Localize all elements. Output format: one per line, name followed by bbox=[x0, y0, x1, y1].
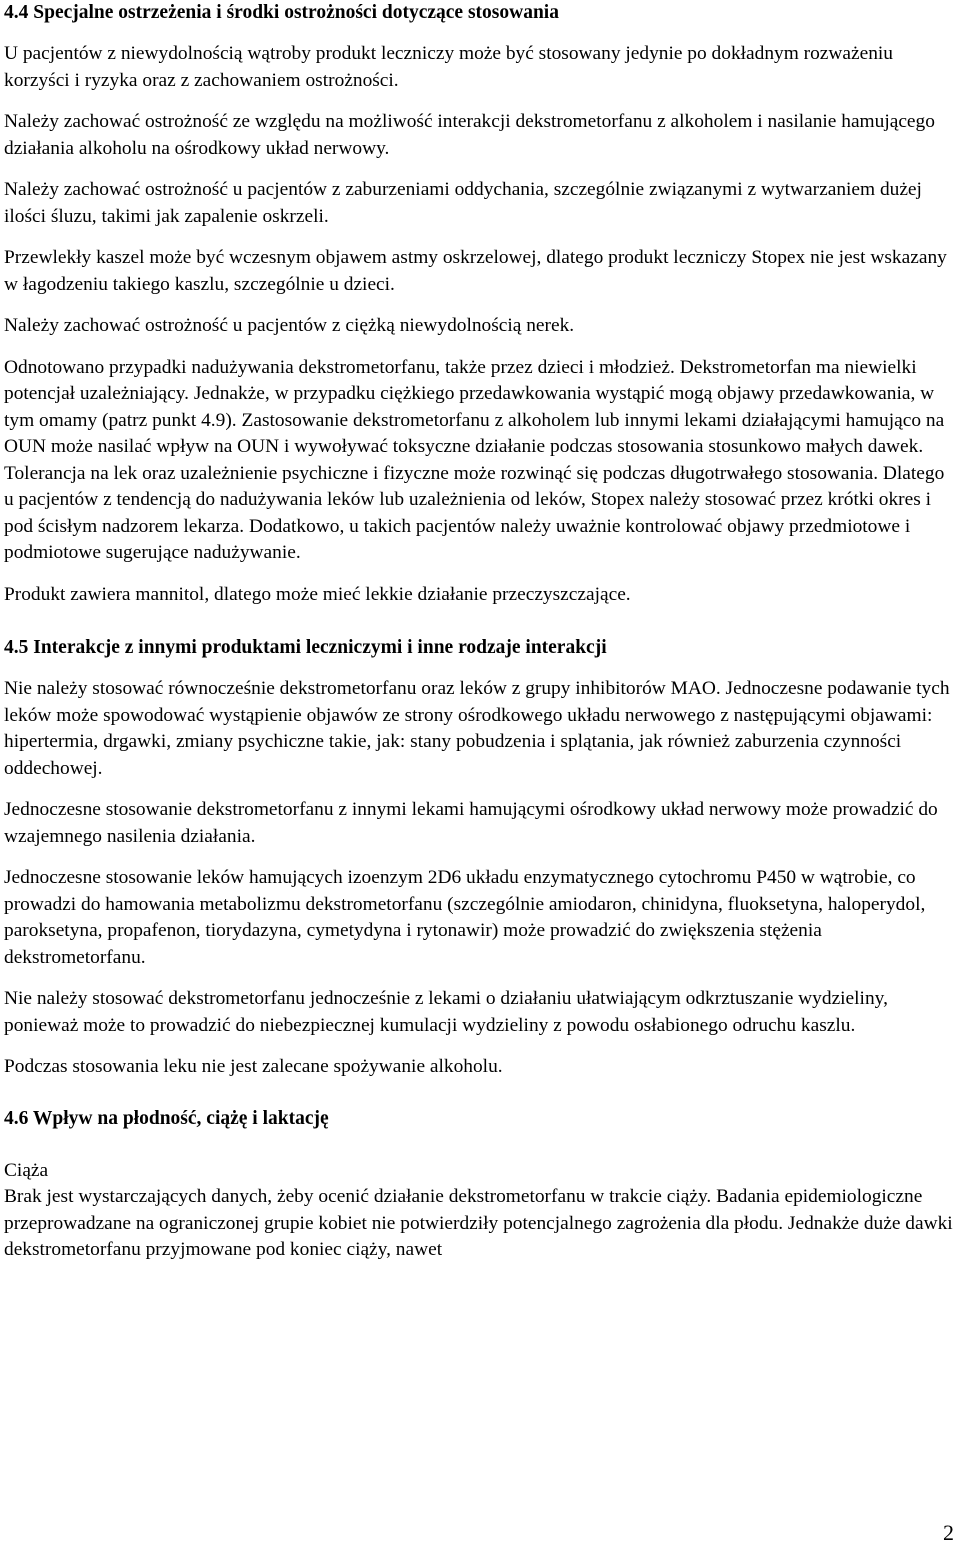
paragraph-renal: Należy zachować ostrożność u pacjentów z ciężką niewydolnością nerek. bbox=[4, 315, 575, 336]
paragraph-mannitol: Produkt zawiera mannitol, dlatego może mieć lekkie działanie przeczyszczające. bbox=[4, 583, 631, 605]
subheading-pregnancy: Ciąża bbox=[4, 1159, 49, 1181]
paragraph-abuse: Odnotowano przypadki nadużywania dekstrometorfanu, także przez dzieci i młodzież. Dekstrometorfan ma niewielki potencjał uzależniający. Jednakże, w przypadku ciężkiego przedawkowania wystąpić mogą objawy przedawkowania, w tym omamy (patrz punkt 4.9). Zastosowanie dekstrometorfanu z alkoholem lub innymi lekami działającymi hamująco na OUN może nasilać wpływ na OUN i wywoływać toksyczne działanie podczas stosowania stosunkowo małych dawek. Tolerancja na lek oraz uzależnienie psychiczne i fizyczne może rozwinąć się podczas długotrwałego stosowania. Dlatego u pacjentów z tendencją do nadużywania leków lub uzależnienia od leków, Stopex należy stosować przez krótki okres i pod ścisłym nadzorem lekarza. Dodatkowo, u takich pacjentów należy uważnie kontrolować objawy przedmiotowe i podmiotowe sugerujące nadużywanie. bbox=[4, 356, 945, 563]
paragraph-hepatic: U pacjentów z niewydolnością wątroby produkt leczniczy może być stosowany jedynie po dokładnym rozważeniu korzyści i ryzyka oraz z zachowaniem ostrożności. bbox=[4, 43, 894, 91]
paragraph-cns-depressants: Jednoczesne stosowanie dekstrometorfanu z innymi lekami hamującymi ośrodkowy układ nerwowy może prowadzić do wzajemnego nasilenia działania. bbox=[4, 799, 938, 847]
paragraph-cyp2d6: Jednoczesne stosowanie leków hamujących izoenzym 2D6 układu enzymatycznego cytochromu P450 w wątrobie, co prowadzi do hamowania metabolizmu dekstrometorfanu (szczególnie amiodaron, chinidyna, fluoksetyna, haloperydol, paroksetyna, propafenon, tiorydazyna, cymetydyna i rytonawir) może prowadzić do zwiększenia stężenia dekstrometorfanu. bbox=[4, 867, 926, 968]
document-page bbox=[4, 0, 956, 1264]
paragraph-alcohol-interaction: Należy zachować ostrożność ze względu na możliwość interakcji dekstrometorfanu z alkoholem i nasilanie hamującego działania alkoholu na ośrodkowy układ nerwowy. bbox=[4, 111, 935, 159]
paragraph-expectorants: Nie należy stosować dekstrometorfanu jednocześnie z lekami o działaniu ułatwiającym odkrztuszanie wydzieliny, ponieważ może to prowadzić do niebezpiecznej kumulacji wydzieliny z powodu osłabionego odruchu kaszlu. bbox=[4, 988, 888, 1036]
paragraph-pregnancy: Brak jest wystarczających danych, żeby ocenić działanie dekstrometorfanu w trakcie ciąży. Badania epidemiologiczne przeprowadzane na ograniczonej grupie kobiet nie potwierdziły potencjalnego zagrożenia dla płodu. Jednakże duże dawki dekstrometorfanu przyjmowane pod koniec ciąży, nawet bbox=[4, 1186, 953, 1260]
section-4-6-heading: 4.6 Wpływ na płodność, ciążę i laktację bbox=[4, 1107, 329, 1129]
paragraph-chronic-cough: Przewlekły kaszel może być wczesnym objawem astmy oskrzelowej, dlatego produkt leczniczy Stopex nie jest wskazany w łagodzeniu takiego kaszlu, szczególnie u dzieci. bbox=[4, 247, 947, 295]
paragraph-alcohol: Podczas stosowania leku nie jest zalecane spożywanie alkoholu. bbox=[4, 1056, 503, 1077]
paragraph-mao: Nie należy stosować równocześnie dekstrometorfanu oraz leków z grupy inhibitorów MAO. Jednoczesne podawanie tych leków może spowodować wystąpienie objawów ze strony ośrodkowego układu nerwowego z następującymi objawami: hipertermia, drgawki, zmiany psychiczne takie, jak: stany pobudzenia i splątania, jak również zaburzenia czynności oddechowej. bbox=[4, 678, 950, 779]
section-4-5-heading: 4.5 Interakcje z innymi produktami leczniczymi i inne rodzaje interakcji bbox=[4, 637, 607, 658]
section-4-4-heading: 4.4 Specjalne ostrzeżenia i środki ostrożności dotyczące stosowania bbox=[4, 2, 559, 23]
page-number: 2 bbox=[943, 1520, 954, 1545]
paragraph-respiratory: Należy zachować ostrożność u pacjentów z zaburzeniami oddychania, szczególnie związanymi z wytwarzaniem dużej ilości śluzu, takimi jak zapalenie oskrzeli. bbox=[4, 179, 922, 227]
